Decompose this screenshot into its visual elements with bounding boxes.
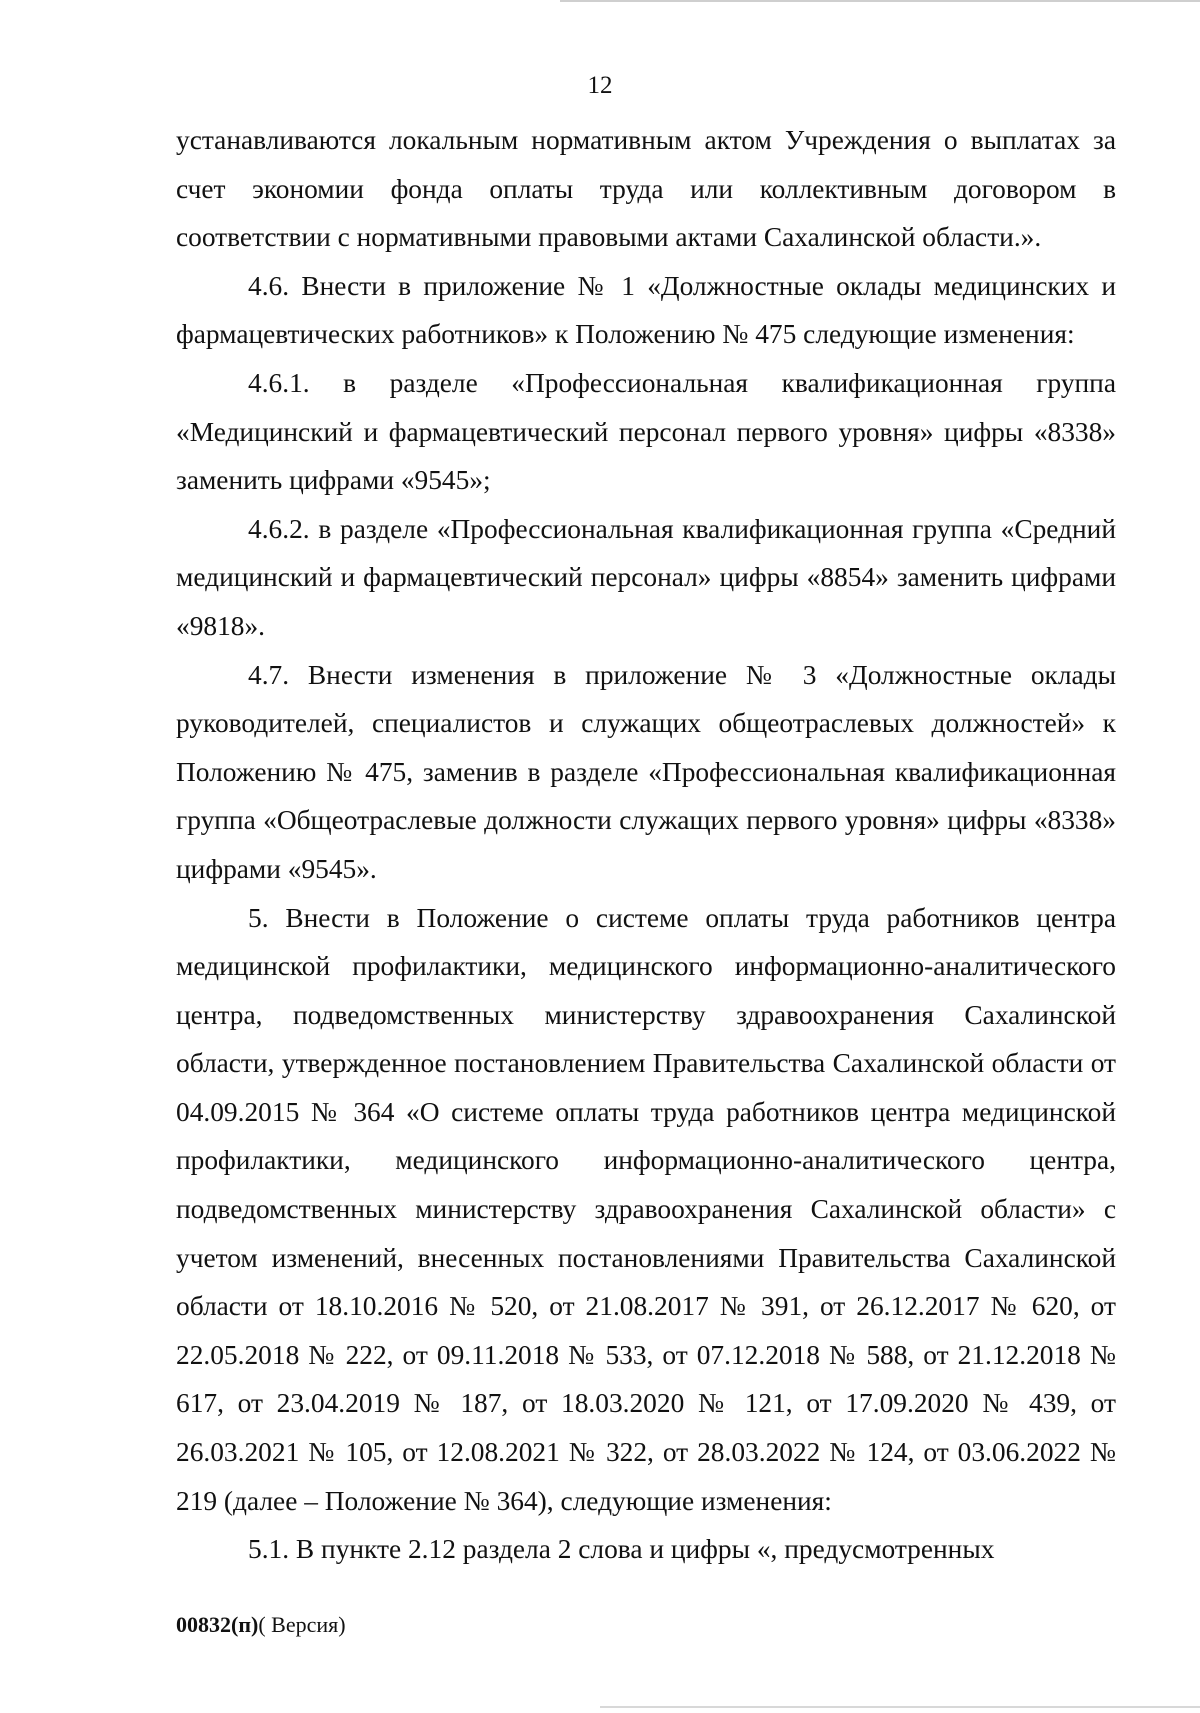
scan-edge-top xyxy=(560,0,1200,2)
paragraph-4-7: 4.7. Внести изменения в приложение № 3 «Должностные оклады руководителей, специалистов и служащих общеотраслевых должностей» к Положению № 475, заменив в разделе «Профессиональная квалификационная группа «Общеотраслевые должности служащих первого уровня» цифры «8338» цифрами «9545». xyxy=(176,659,1116,884)
document-code: 00832(п) xyxy=(176,1612,259,1637)
document-body xyxy=(176,116,1116,1574)
page-number: 12 xyxy=(587,72,613,99)
paragraph-4-6-1: 4.6.1. в разделе «Профессиональная квалификационная группа «Медицинский и фармацевтический персонал первого уровня» цифры «8338» заменить цифрами «9545»; xyxy=(176,367,1116,496)
paragraph-5: 5. Внести в Положение о системе оплаты труда работников центра медицинской профилактики, медицинского информационно-аналитического центра, подведомственных министерству здравоохранения Сахалинской области, утвержденное постановлением Правительства Сахалинской области от 04.09.2015 № 364 «О системе оплаты труда работников центра медицинской профилактики, медицинского информационно-аналитического центра, подведомственных министерству здравоохранения Сахалинской области» с учетом изменений, внесенных постановлениями Правительства Сахалинской области от 18.10.2016 № 520, от 21.08.2017 № 391, от 26.12.2017 № 620, от 22.05.2018 № 222, от 09.11.2018 № 533, от 07.12.2018 № 588, от 21.12.2018 № 617, от 23.04.2019 № 187, от 18.03.2020 № 121, от 17.09.2020 № 439, от 26.03.2021 № 105, от 12.08.2021 № 322, от 28.03.2022 № 124, от 03.06.2022 № 219 (далее – Положение № 364), следующие изменения: xyxy=(176,902,1116,1516)
paragraph-5-1: 5.1. В пункте 2.12 раздела 2 слова и цифры «, предусмотренных xyxy=(248,1534,995,1565)
document-version: ( Версия) xyxy=(258,1612,346,1637)
scan-edge-bottom xyxy=(600,1706,1200,1708)
paragraph-continuation: устанавливаются локальным нормативным актом Учреждения о выплатах за счет экономии фонда оплаты труда или коллективным договором в соответствии с нормативными правовыми актами Сахалинской области.». xyxy=(176,125,1116,253)
paragraph-4-6: 4.6. Внести в приложение № 1 «Должностные оклады медицинских и фармацевтических работников» к Положению № 475 следующие изменения: xyxy=(176,270,1116,350)
document-footer xyxy=(176,1612,346,1638)
paragraph-4-6-2: 4.6.2. в разделе «Профессиональная квалификационная группа «Средний медицинский и фармацевтический персонал» цифры «8854» заменить цифрами «9818». xyxy=(176,513,1116,641)
